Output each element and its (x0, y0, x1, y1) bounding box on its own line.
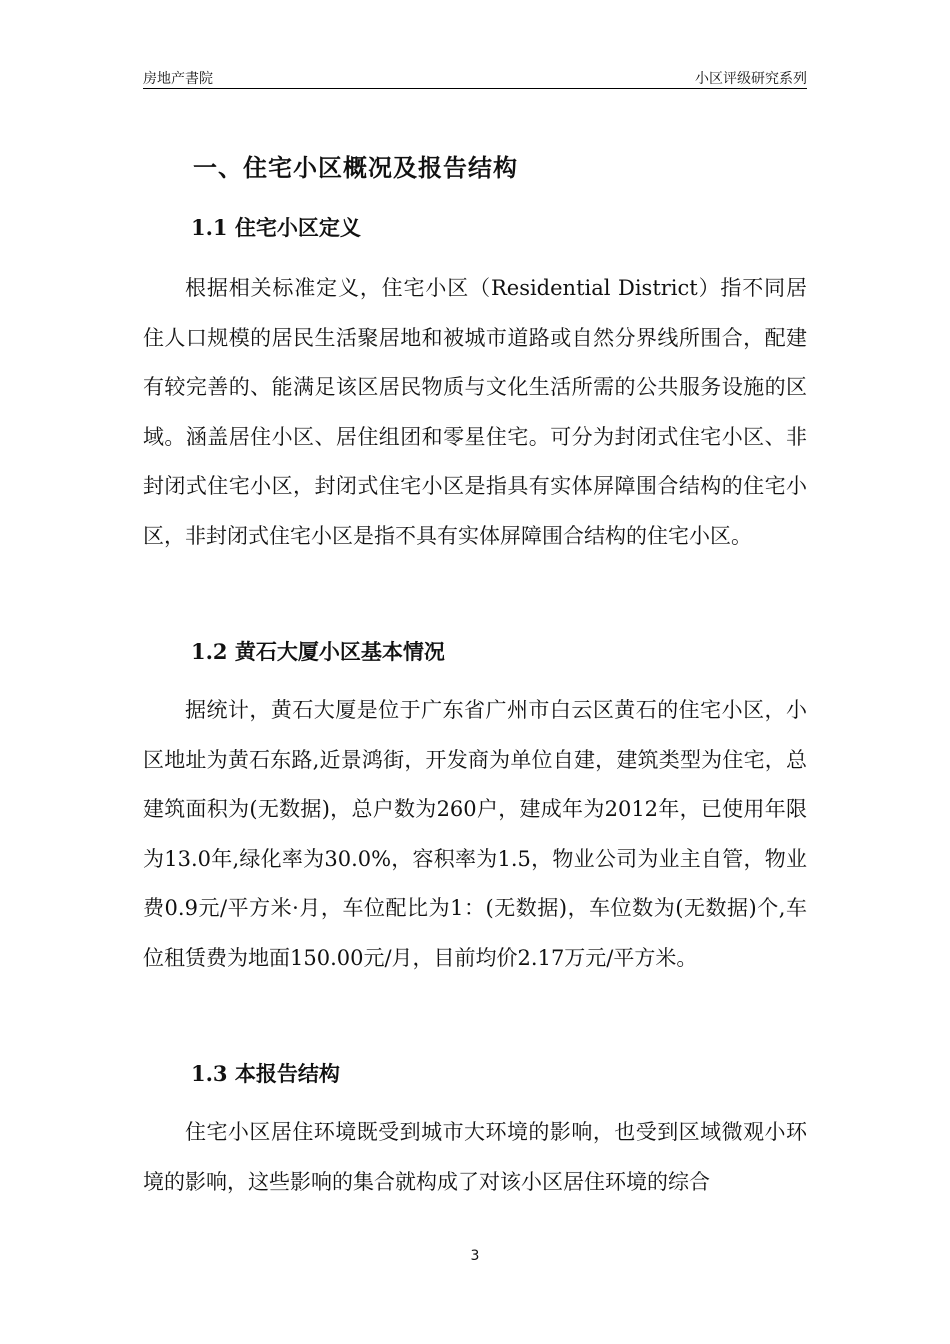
section-heading-1-3: 1.3 本报告结构 (191, 1061, 340, 1086)
page-number: 3 (470, 1248, 480, 1264)
section-heading-1-2: 1.2 黄石大厦小区基本情况 (191, 639, 445, 664)
header-right-text: 小区评级研究系列 (695, 71, 807, 87)
page-header (143, 64, 807, 89)
section-paragraph-1-2: 据统计，黄石大厦是位于广东省广州市白云区黄石的住宅小区，小区地址为黄石东路,近景鸿街，开发商为单位自建，建筑类型为住宅，总建筑面积为(无数据)，总户数为260户，建成年为2012年，已使用年限为13.0年,绿化率为30.0%，容积率为1.5，物业公司为业主自管，物业费0.9元/平方米·月，车位配比为1：(无数据)，车位数为(无数据)个,车位租赁费为地面150.00元/月，目前均价2.17万元/平方米。 (143, 698, 807, 970)
header-left-text: 房地产書院 (143, 71, 213, 87)
section-heading-1-1: 1.1 住宅小区定义 (191, 215, 361, 240)
section-paragraph-1-1: 根据相关标准定义，住宅小区（Residential District）指不同居住人口规模的居民生活聚居地和被城市道路或自然分界线所围合，配建有较完善的、能满足该区居民物质与文化生活所需的公共服务设施的区域。涵盖居住小区、居住组团和零星住宅。可分为封闭式住宅小区、非封闭式住宅小区，封闭式住宅小区是指具有实体屏障围合结构的住宅小区，非封闭式住宅小区是指不具有实体屏障围合结构的住宅小区。 (143, 276, 807, 548)
section-paragraph-1-3: 住宅小区居住环境既受到城市大环境的影响，也受到区域微观小环境的影响，这些影响的集合就构成了对该小区居住环境的综合 (143, 1120, 807, 1194)
chapter-title: 一、住宅小区概况及报告结构 (193, 153, 518, 182)
